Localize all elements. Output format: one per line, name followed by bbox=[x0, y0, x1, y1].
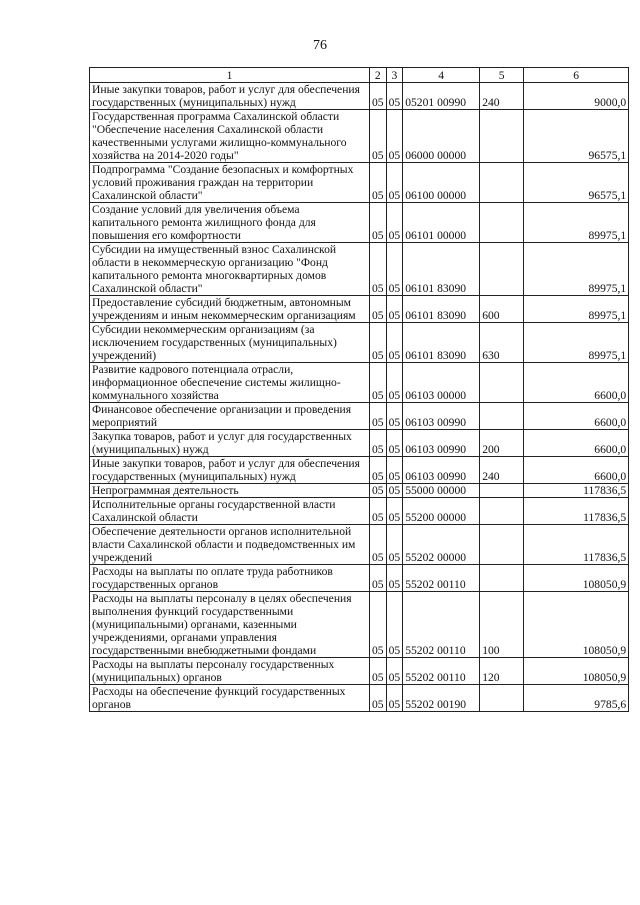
cell-csr: 06101 83090 bbox=[403, 296, 480, 323]
cell-csr: 06103 00000 bbox=[403, 363, 480, 403]
table-row bbox=[90, 592, 629, 658]
cell-name: Иные закупки товаров, работ и услуг для обеспечения государственных (муниципальных) нужд bbox=[90, 457, 370, 484]
table-row bbox=[90, 110, 629, 163]
cell-amount: 96575,1 bbox=[524, 163, 629, 203]
cell-amount: 117836,5 bbox=[524, 498, 629, 525]
cell-rz: 05 bbox=[370, 457, 387, 484]
cell-amount: 117836,5 bbox=[524, 484, 629, 498]
table-row bbox=[90, 203, 629, 243]
table-row bbox=[90, 403, 629, 430]
cell-csr: 06100 00000 bbox=[403, 163, 480, 203]
cell-csr: 55202 00110 bbox=[403, 658, 480, 685]
column-header: 6 bbox=[524, 68, 629, 83]
table-row bbox=[90, 83, 629, 110]
cell-csr: 05201 00990 bbox=[403, 83, 480, 110]
cell-pr: 05 bbox=[386, 203, 403, 243]
cell-name: Иные закупки товаров, работ и услуг для обеспечения государственных (муниципальных) нужд bbox=[90, 83, 370, 110]
page-number: 76 bbox=[313, 38, 327, 53]
table-row bbox=[90, 296, 629, 323]
cell-vr bbox=[480, 525, 524, 565]
cell-csr: 55202 00000 bbox=[403, 525, 480, 565]
cell-name: Субсидии некоммерческим организациям (за исключением государственных (муниципальных) учреждений) bbox=[90, 323, 370, 363]
cell-pr: 05 bbox=[386, 498, 403, 525]
cell-rz: 05 bbox=[370, 323, 387, 363]
cell-name: Расходы на выплаты персоналу в целях обеспечения выполнения функций государственными (муниципальными) органами, казенными учреждениями, органами управления государственными внебюджетными фондами bbox=[90, 592, 370, 658]
cell-rz: 05 bbox=[370, 498, 387, 525]
cell-pr: 05 bbox=[386, 323, 403, 363]
cell-csr: 06101 83090 bbox=[403, 243, 480, 296]
cell-vr bbox=[480, 243, 524, 296]
cell-rz: 05 bbox=[370, 592, 387, 658]
cell-amount: 9785,6 bbox=[524, 685, 629, 712]
cell-amount: 108050,9 bbox=[524, 592, 629, 658]
cell-pr: 05 bbox=[386, 565, 403, 592]
cell-vr: 240 bbox=[480, 457, 524, 484]
cell-pr: 05 bbox=[386, 243, 403, 296]
cell-csr: 55200 00000 bbox=[403, 498, 480, 525]
cell-pr: 05 bbox=[386, 430, 403, 457]
column-header: 1 bbox=[90, 68, 370, 83]
cell-vr bbox=[480, 565, 524, 592]
cell-vr bbox=[480, 484, 524, 498]
cell-vr: 200 bbox=[480, 430, 524, 457]
cell-vr bbox=[480, 498, 524, 525]
cell-vr: 600 bbox=[480, 296, 524, 323]
cell-amount: 89975,1 bbox=[524, 323, 629, 363]
cell-csr: 55202 00190 bbox=[403, 685, 480, 712]
cell-pr: 05 bbox=[386, 296, 403, 323]
column-header: 5 bbox=[480, 68, 524, 83]
table-row bbox=[90, 565, 629, 592]
table-row bbox=[90, 498, 629, 525]
cell-vr bbox=[480, 163, 524, 203]
table-row bbox=[90, 363, 629, 403]
cell-pr: 05 bbox=[386, 163, 403, 203]
table-row bbox=[90, 685, 629, 712]
cell-name: Субсидии на имущественный взнос Сахалинской области в некоммерческую организацию "Фонд капитального ремонта многоквартирных домов Сахалинской области" bbox=[90, 243, 370, 296]
table-row bbox=[90, 484, 629, 498]
budget-table bbox=[89, 67, 629, 712]
cell-amount: 6600,0 bbox=[524, 363, 629, 403]
cell-amount: 89975,1 bbox=[524, 243, 629, 296]
cell-name: Обеспечение деятельности органов исполнительной власти Сахалинской области и подведомственных им учреждений bbox=[90, 525, 370, 565]
cell-name: Расходы на обеспечение функций государственных органов bbox=[90, 685, 370, 712]
cell-vr bbox=[480, 685, 524, 712]
cell-vr bbox=[480, 110, 524, 163]
cell-name: Подпрограмма "Создание безопасных и комфортных условий проживания граждан на территории Сахалинской области" bbox=[90, 163, 370, 203]
cell-rz: 05 bbox=[370, 403, 387, 430]
cell-rz: 05 bbox=[370, 83, 387, 110]
cell-amount: 9000,0 bbox=[524, 83, 629, 110]
table-row bbox=[90, 163, 629, 203]
cell-amount: 6600,0 bbox=[524, 430, 629, 457]
cell-name: Расходы на выплаты по оплате труда работников государственных органов bbox=[90, 565, 370, 592]
cell-rz: 05 bbox=[370, 296, 387, 323]
cell-pr: 05 bbox=[386, 592, 403, 658]
cell-name: Государственная программа Сахалинской области "Обеспечение населения Сахалинской области качественными услугами жилищно-коммунального хозяйства на 2014-2020 годы" bbox=[90, 110, 370, 163]
cell-name: Закупка товаров, работ и услуг для государственных (муниципальных) нужд bbox=[90, 430, 370, 457]
cell-rz: 05 bbox=[370, 658, 387, 685]
cell-vr: 240 bbox=[480, 83, 524, 110]
cell-csr: 06101 83090 bbox=[403, 323, 480, 363]
cell-csr: 06000 00000 bbox=[403, 110, 480, 163]
cell-pr: 05 bbox=[386, 110, 403, 163]
cell-rz: 05 bbox=[370, 363, 387, 403]
cell-csr: 06103 00990 bbox=[403, 457, 480, 484]
cell-name: Исполнительные органы государственной власти Сахалинской области bbox=[90, 498, 370, 525]
cell-amount: 96575,1 bbox=[524, 110, 629, 163]
cell-vr bbox=[480, 363, 524, 403]
cell-name: Развитие кадрового потенциала отрасли, информационное обеспечение системы жилищно-коммунального хозяйства bbox=[90, 363, 370, 403]
cell-csr: 06103 00990 bbox=[403, 430, 480, 457]
cell-pr: 05 bbox=[386, 83, 403, 110]
table-row bbox=[90, 525, 629, 565]
cell-vr: 120 bbox=[480, 658, 524, 685]
cell-csr: 55202 00110 bbox=[403, 565, 480, 592]
cell-amount: 108050,9 bbox=[524, 565, 629, 592]
cell-csr: 55202 00110 bbox=[403, 592, 480, 658]
cell-rz: 05 bbox=[370, 203, 387, 243]
table-row bbox=[90, 430, 629, 457]
table-row bbox=[90, 457, 629, 484]
cell-amount: 89975,1 bbox=[524, 296, 629, 323]
cell-pr: 05 bbox=[386, 525, 403, 565]
cell-name: Финансовое обеспечение организации и проведения мероприятий bbox=[90, 403, 370, 430]
table-row bbox=[90, 658, 629, 685]
cell-amount: 89975,1 bbox=[524, 203, 629, 243]
column-header: 4 bbox=[403, 68, 480, 83]
cell-rz: 05 bbox=[370, 430, 387, 457]
cell-name: Непрограммная деятельность bbox=[90, 484, 370, 498]
column-header: 2 bbox=[370, 68, 387, 83]
cell-rz: 05 bbox=[370, 484, 387, 498]
cell-rz: 05 bbox=[370, 163, 387, 203]
cell-amount: 6600,0 bbox=[524, 457, 629, 484]
cell-amount: 117836,5 bbox=[524, 525, 629, 565]
cell-pr: 05 bbox=[386, 685, 403, 712]
cell-rz: 05 bbox=[370, 110, 387, 163]
cell-pr: 05 bbox=[386, 484, 403, 498]
cell-vr bbox=[480, 403, 524, 430]
cell-vr bbox=[480, 203, 524, 243]
cell-pr: 05 bbox=[386, 403, 403, 430]
cell-name: Предоставление субсидий бюджетным, автономным учреждениям и иным некоммерческим организациям bbox=[90, 296, 370, 323]
cell-pr: 05 bbox=[386, 457, 403, 484]
cell-vr: 630 bbox=[480, 323, 524, 363]
cell-rz: 05 bbox=[370, 685, 387, 712]
header-row bbox=[90, 68, 629, 83]
cell-csr: 06101 00000 bbox=[403, 203, 480, 243]
cell-name: Создание условий для увеличения объема капитального ремонта жилищного фонда для повышения его комфортности bbox=[90, 203, 370, 243]
cell-amount: 108050,9 bbox=[524, 658, 629, 685]
cell-pr: 05 bbox=[386, 363, 403, 403]
table-row bbox=[90, 323, 629, 363]
cell-rz: 05 bbox=[370, 243, 387, 296]
column-header: 3 bbox=[386, 68, 403, 83]
cell-pr: 05 bbox=[386, 658, 403, 685]
cell-amount: 6600,0 bbox=[524, 403, 629, 430]
table-row bbox=[90, 243, 629, 296]
cell-rz: 05 bbox=[370, 565, 387, 592]
cell-vr: 100 bbox=[480, 592, 524, 658]
cell-name: Расходы на выплаты персоналу государственных (муниципальных) органов bbox=[90, 658, 370, 685]
cell-csr: 06103 00990 bbox=[403, 403, 480, 430]
cell-rz: 05 bbox=[370, 525, 387, 565]
cell-csr: 55000 00000 bbox=[403, 484, 480, 498]
